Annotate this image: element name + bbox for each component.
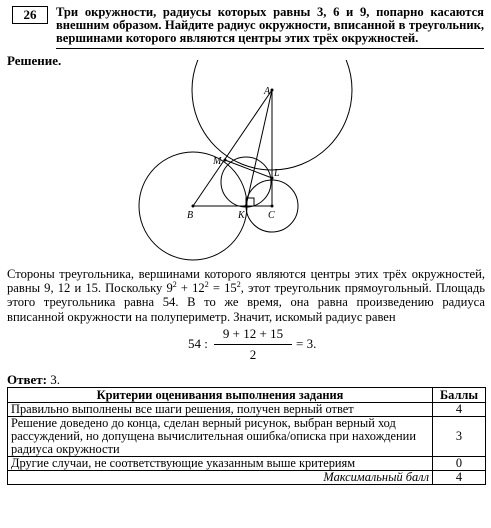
- point-k: [245, 205, 248, 208]
- criteria-text: Правильно выполнены все шаги решения, получен верный ответ: [8, 403, 433, 417]
- table-header-row: [8, 388, 486, 403]
- formula-numerator: 9 + 12 + 15: [222, 326, 284, 341]
- header-points: Баллы: [433, 388, 486, 403]
- problem-statement: Три окружности, радиусы которых равны 3, 6 и 9, попарно касаются внешним образом. Найдите радиус окружности, вписанной в треугольник, вершинами которого являются центры этих трёх окружностей.: [56, 5, 484, 45]
- label-b: B: [187, 210, 194, 221]
- point-b: [192, 205, 195, 208]
- label-a: A: [264, 86, 271, 97]
- segment-ak: [246, 90, 272, 206]
- answer-label: Ответ:: [7, 372, 48, 387]
- table-row: [8, 457, 486, 471]
- label-l: L: [274, 168, 280, 179]
- formula-denominator: 2: [249, 347, 257, 362]
- table-row: [8, 417, 486, 457]
- formula-fraction: [214, 326, 292, 363]
- formula-lhs: 54 :: [188, 336, 208, 351]
- point-c: [271, 205, 274, 208]
- table-row: [8, 403, 486, 417]
- fraction-bar: [214, 344, 292, 345]
- solution-paragraph: Стороны треугольника, вершинами которого являются центры этих трёх окружностей, равны 9, 12 и 15. Поскольку $9^2 + 12^2 = 15^2$, этот треугольник прямоугольный. Площадь этого треугольника равна 54. В то же время, она равна произведению радиуса вписанной окружности на полупериметр. Значит, искомый радиус равен: [7, 267, 485, 324]
- answer-line: [7, 372, 60, 388]
- triangle-abc: [193, 90, 272, 206]
- point-a: [271, 89, 274, 92]
- header-criteria: Критерии оценивания выполнения задания: [8, 388, 433, 403]
- criteria-points: 0: [433, 457, 486, 471]
- solution-heading: Решение.: [7, 53, 62, 68]
- criteria-table: [7, 387, 486, 485]
- point-m: [224, 159, 227, 162]
- criteria-points: 3: [433, 417, 486, 457]
- criteria-points: 4: [433, 403, 486, 417]
- table-max-row: [8, 471, 486, 485]
- formula-rhs: = 3.: [296, 336, 317, 351]
- max-score-points: 4: [433, 471, 486, 485]
- criteria-text: Решение доведено до конца, сделан верный рисунок, выбран верный ход рассуждений, но допущена вычислительная ошибка/описка при нахождении радиуса окружности: [8, 417, 433, 457]
- label-m: M: [213, 156, 222, 167]
- divider-line: [56, 48, 484, 49]
- label-c: C: [268, 210, 275, 221]
- geometry-figure: [0, 60, 491, 265]
- problem-number: 26: [12, 6, 48, 24]
- criteria-text: Другие случаи, не соответствующие указанным выше критериям: [8, 457, 433, 471]
- answer-value: 3.: [47, 372, 61, 387]
- radius-formula: [188, 326, 318, 364]
- max-score-label: Максимальный балл: [8, 471, 433, 485]
- label-k: K: [238, 210, 245, 221]
